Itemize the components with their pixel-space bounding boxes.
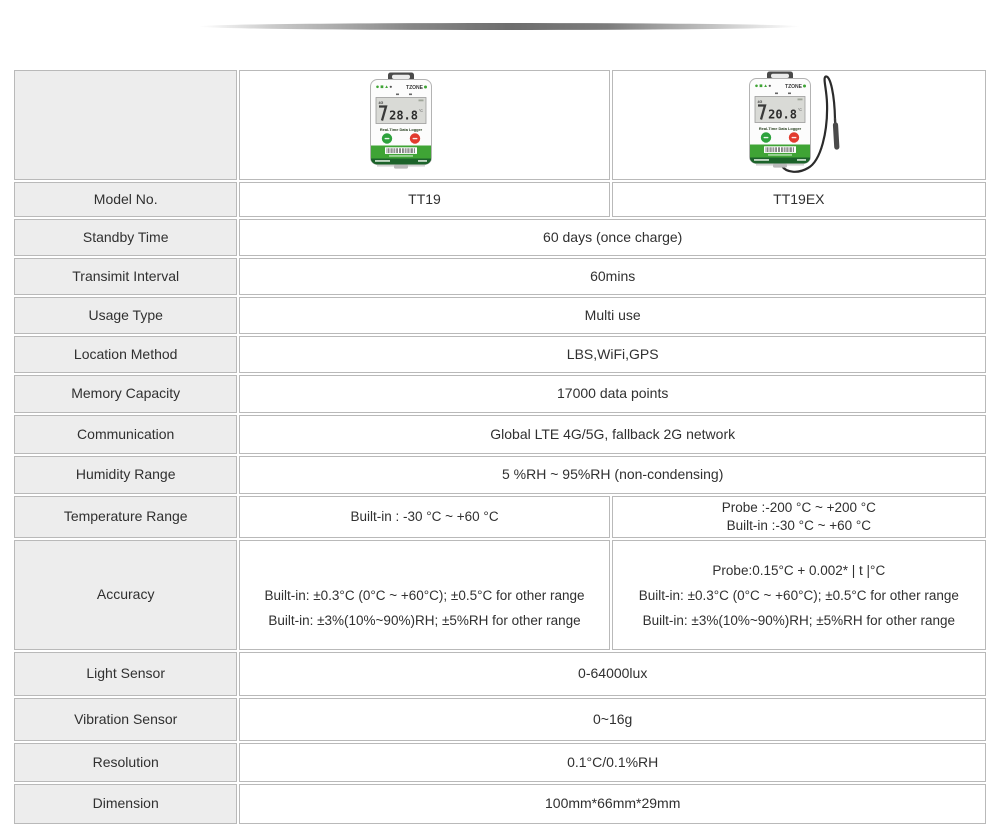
product-image-cell-tt19 [239,70,609,180]
row-value: LBS,WiFi,GPS [239,336,986,373]
temperature-tt19ex [612,496,986,538]
footer-text-left [375,160,390,162]
row-memory [14,375,986,413]
lcd-unit: °C [798,108,802,112]
barcode [385,147,417,154]
temperature-tt19ex-probe: Probe :-200 °C ~ +200 °C [619,499,979,517]
row-value: 17000 data points [239,375,986,413]
screen-title: Real-Time Data Logger [380,127,423,132]
row-vibration [14,698,986,741]
row-label: Temperature Range [14,496,237,538]
brand-logo-dot [803,85,806,88]
row-value: 60 days (once charge) [239,219,986,256]
accuracy-tt19-humidity: Built-in: ±3%(10%~90%)RH; ±5%RH for other range [242,608,606,633]
start-button-label [385,138,390,139]
row-value: 60mins [239,258,986,295]
row-value: 5 %RH ~ 95%RH (non-condensing) [239,456,986,494]
accuracy-tt19ex [612,540,986,650]
accuracy-tt19ex-temp: Built-in: ±0.3°C (0°C ~ +60°C); ±0.5°C for other range [615,583,983,608]
accuracy-tt19ex-humidity: Built-in: ±3%(10%~90%)RH; ±5%RH for other range [615,608,983,633]
row-value: Global LTE 4G/5G, fallback 2G network [239,415,986,454]
probe-body [835,125,836,147]
start-button-label [763,137,768,138]
model-tt19ex: TT19EX [612,182,986,217]
led-mark-right [788,93,791,95]
spec-table [12,68,988,826]
row-label: Transimit Interval [14,258,237,295]
row-label: Dimension [14,784,237,824]
footer-text-right [797,159,806,161]
tt19ex-product-image [748,71,860,175]
row-label: Vibration Sensor [14,698,237,741]
row-humidity [14,456,986,494]
brand-logo: TZONE [785,84,803,90]
lcd-display [755,97,805,123]
accuracy-tt19ex-probe: Probe:0.15°C + 0.002* | t |°C [615,558,983,583]
row-label: Usage Type [14,297,237,334]
row-label: Humidity Range [14,456,237,494]
lcd-battery-icon [797,99,802,101]
temperature-tt19: Built-in : -30 °C ~ +60 °C [239,496,609,538]
row-temperature [14,496,986,538]
row-label: Resolution [14,743,237,782]
led-mark-left [775,93,778,95]
row-location [14,336,986,373]
row-resolution [14,743,986,782]
bottom-tab [394,165,408,169]
lcd-reading: 20.8 [768,108,797,122]
lcd-reading: 28.8 [389,109,418,123]
row-value: 100mm*66mm*29mm [239,784,986,824]
lcd-battery-icon [419,100,424,102]
brand-logo-dot [424,86,427,89]
panel-caption [389,155,413,156]
row-communication [14,415,986,454]
tt19-product-image [369,72,433,174]
top-divider-bar [199,23,800,30]
lcd-4g-badge: 4G [757,100,762,104]
bottom-tab [773,164,787,168]
image-row-label-cell [14,70,237,180]
row-value: 0~16g [239,698,986,741]
row-label: Communication [14,415,237,454]
led-mark-right [409,94,412,96]
row-label: Accuracy [14,540,237,650]
row-usage [14,297,986,334]
stop-button-label [791,137,796,138]
row-label: Location Method [14,336,237,373]
footer-text-right [418,160,427,162]
row-standby [14,219,986,256]
row-transmit [14,258,986,295]
row-accuracy [14,540,986,650]
row-label: Model No. [14,182,237,217]
row-value: Multi use [239,297,986,334]
accuracy-tt19 [239,540,609,650]
product-image-row [14,70,986,180]
led-mark-left [396,94,399,96]
row-model [14,182,986,217]
stop-button-label [413,138,418,139]
row-value: 0.1°C/0.1%RH [239,743,986,782]
lcd-unit: °C [419,109,423,113]
lcd-4g-badge: 4G [379,101,384,105]
accuracy-tt19-temp: Built-in: ±0.3°C (0°C ~ +60°C); ±0.5°C for other range [242,583,606,608]
footer-text-left [754,159,769,161]
row-label: Standby Time [14,219,237,256]
row-label: Memory Capacity [14,375,237,413]
barcode [764,146,796,153]
model-tt19: TT19 [239,182,609,217]
panel-caption [768,154,792,155]
row-label: Light Sensor [14,652,237,696]
temperature-tt19ex-builtin: Built-in :-30 °C ~ +60 °C [619,517,979,535]
row-dimension [14,784,986,824]
screen-title: Real-Time Data Logger [759,126,802,131]
product-image-cell-tt19ex [612,70,986,180]
brand-logo: TZONE [406,85,424,91]
row-value: 0-64000lux [239,652,986,696]
row-light [14,652,986,696]
lcd-display [376,98,426,124]
